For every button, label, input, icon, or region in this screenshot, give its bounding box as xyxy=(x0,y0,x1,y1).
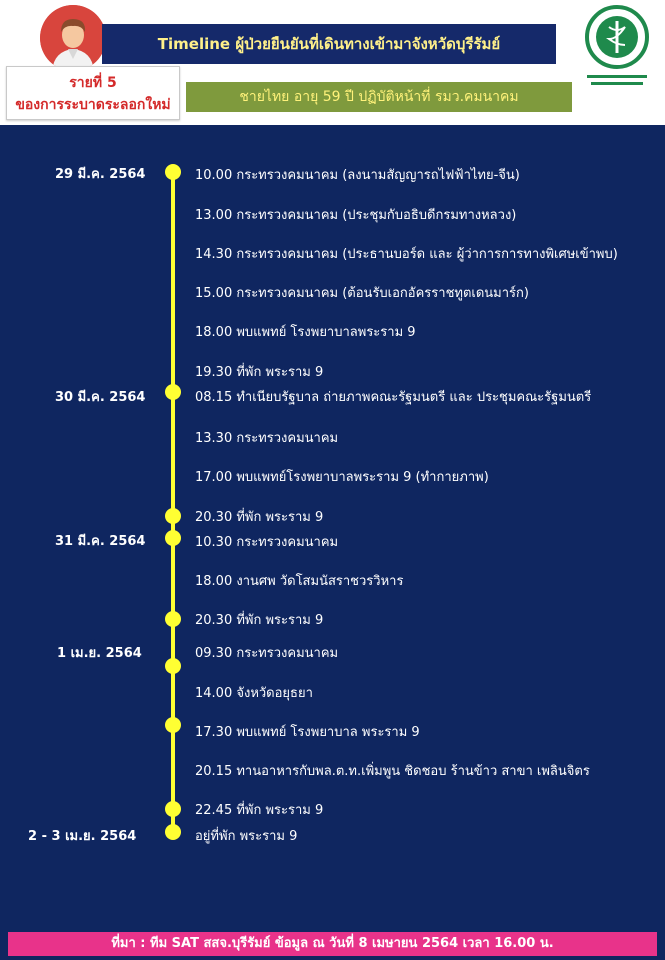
timeline-event: 20.15 ทานอาหารกับพล.ต.ท.เพิ่มพูน ชิดชอบ ร้านข้าว สาขา เพลินจิตร xyxy=(195,764,590,779)
timeline-dot xyxy=(165,384,181,400)
date-label: 29 มี.ค. 2564 xyxy=(55,167,146,182)
date-label: 30 มี.ค. 2564 xyxy=(55,390,146,405)
timeline-event: 10.00 กระทรวงคมนาคม (ลงนามสัญญารถไฟฟ้าไทย-จีน) xyxy=(195,168,520,183)
timeline-dot xyxy=(165,801,181,817)
timeline-dot xyxy=(165,717,181,733)
timeline-event: 14.30 กระทรวงคมนาคม (ประธานบอร์ด และ ผู้ว่าการการทางพิเศษเข้าพบ) xyxy=(195,247,618,262)
timeline-event: 20.30 ที่พัก พระราม 9 xyxy=(195,510,324,525)
date-label: 1 เม.ย. 2564 xyxy=(57,646,142,661)
timeline-dot xyxy=(165,658,181,674)
timeline-dot xyxy=(165,530,181,546)
timeline-event: 10.30 กระทรวงคมนาคม xyxy=(195,535,339,550)
timeline-event: 20.30 ที่พัก พระราม 9 xyxy=(195,613,324,628)
timeline-event: อยู่ที่พัก พระราม 9 xyxy=(195,829,298,844)
timeline-event: 17.00 พบแพทย์โรงพยาบาลพระราม 9 (ทำกายภาพ) xyxy=(195,470,489,485)
timeline-event: 17.30 พบแพทย์ โรงพยาบาล พระราม 9 xyxy=(195,725,420,740)
timeline-event: 22.45 ที่พัก พระราม 9 xyxy=(195,803,324,818)
source-footer: ที่มา : ทีม SAT สสจ.บุรีรัมย์ ข้อมูล ณ วันที่ 8 เมษายน 2564 เวลา 16.00 น. xyxy=(8,932,657,956)
timeline-dot xyxy=(165,611,181,627)
timeline-event: 18.00 พบแพทย์ โรงพยาบาลพระราม 9 xyxy=(195,325,416,340)
date-label: 31 มี.ค. 2564 xyxy=(55,534,146,549)
timeline-event: 14.00 จังหวัดอยุธยา xyxy=(195,686,313,701)
timeline-event: 08.15 ทำเนียบรัฐบาล ถ่ายภาพคณะรัฐมนตรี และ ประชุมคณะรัฐมนตรี xyxy=(195,390,592,405)
timeline-event: 09.30 กระทรวงคมนาคม xyxy=(195,646,339,661)
case-wave-label: ของการระบาดระลอกใหม่ xyxy=(15,97,171,113)
patient-description: ชายไทย อายุ 59 ปี ปฏิบัติหน้าที่ รมว.คมนาคม xyxy=(186,82,572,112)
case-number-box xyxy=(6,66,180,120)
timeline-event: 18.00 งานศพ วัดโสมนัสราชวรวิหาร xyxy=(195,574,404,589)
date-label: 2 - 3 เม.ย. 2564 xyxy=(28,829,137,844)
timeline-event: 13.00 กระทรวงคมนาคม (ประชุมกับอธิบดีกรมทางหลวง) xyxy=(195,208,517,223)
timeline-event: 19.30 ที่พัก พระราม 9 xyxy=(195,365,324,380)
timeline-dot xyxy=(165,164,181,180)
page-title: Timeline ผู้ป่วยยืนยันที่เดินทางเข้ามาจังหวัดบุรีรัมย์ xyxy=(102,24,556,64)
timeline-dot xyxy=(165,824,181,840)
case-number-label: รายที่ 5 xyxy=(69,75,117,91)
timeline-dot xyxy=(165,508,181,524)
ministry-of-public-health-logo xyxy=(583,3,651,95)
timeline-event: 15.00 กระทรวงคมนาคม (ต้อนรับเอกอัครราชทูตเดนมาร์ก) xyxy=(195,286,529,301)
avatar-icon xyxy=(40,5,106,71)
timeline-event: 13.30 กระทรวงคมนาคม xyxy=(195,431,339,446)
